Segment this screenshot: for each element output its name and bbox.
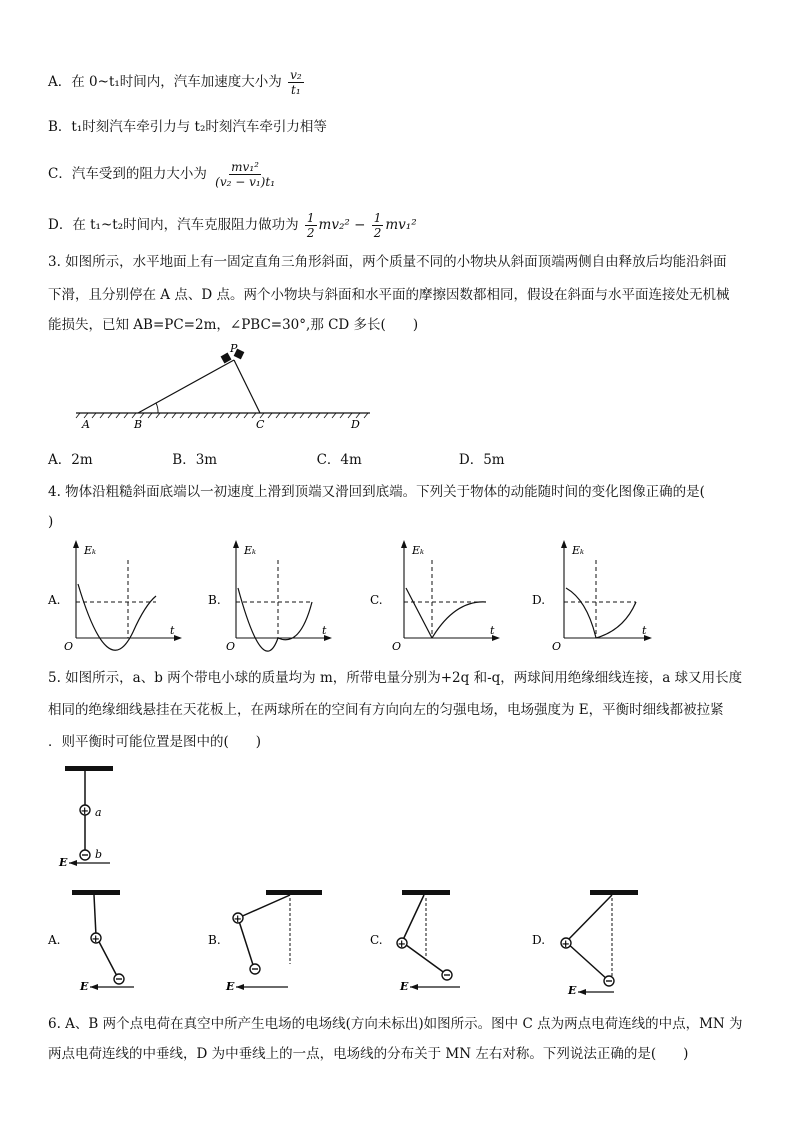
svg-text:Eₖ: Eₖ: [412, 544, 425, 557]
svg-text:O: O: [64, 640, 74, 653]
q5-opt-label-a: A.: [48, 933, 61, 947]
q5-stem-1: 5. 如图所示，a、b 两个带电小球的质量均为 m，所带电量分别为+2q 和-q，两球间用绝缘细线连接，a 球又用长度: [48, 670, 743, 686]
q4-graph-d: [532, 540, 672, 653]
svg-text:Eₖ: Eₖ: [244, 544, 257, 557]
q2-option-d: D．在 t₁~t₂时间内，汽车克服阻力做功为 $\frac{1}{2}$ mv₂² − $\frac{1}{2}$ mv₁²: [48, 211, 417, 240]
svg-text:+: +: [561, 939, 570, 950]
q2-a-fraction: $\frac{\text{v₂}}{\text{t₁}}$: [290, 68, 302, 97]
svg-text:+: +: [397, 939, 406, 950]
q4-stem-2: ): [48, 514, 54, 530]
q5-label-e: E: [59, 856, 68, 869]
svg-text:t: t: [642, 624, 647, 637]
q3-option-a: A．2m: [48, 452, 93, 468]
q3-label-a: A: [82, 418, 90, 431]
q5-option-a-figure: [48, 886, 198, 1001]
q4-graph-a: [48, 540, 188, 653]
q3-option-d: D．5m: [458, 452, 505, 468]
q5-reference-figure: [55, 762, 145, 872]
q2-d-half-2: $\frac{1}{2}$: [373, 211, 382, 240]
q3-label-p: P: [230, 342, 238, 355]
q2-option-c: C．汽车受到的阻力大小为 $\frac{\text{mv₁²}}{\text{(v₂ − v₁)t₁}}$: [48, 160, 275, 189]
q4-label-c: C.: [370, 593, 383, 607]
q2-d-half-1: $\frac{1}{2}$: [306, 211, 315, 240]
q4-label-d: D.: [532, 593, 546, 607]
svg-text:Eₖ: Eₖ: [84, 544, 97, 557]
q2-option-b: B．t₁时刻汽车牵引力与 t₂时刻汽车牵引力相等: [48, 119, 327, 135]
q5-stem-3: ．则平衡时可能位置是图中的( ): [48, 734, 262, 750]
q3-option-c: C．4m: [316, 452, 362, 468]
q3-incline-figure: [70, 340, 380, 435]
q3-stem-2: 下滑，且分别停在 A 点、D 点。两个小物块与斜面和水平面的摩擦因数都相同，假设在斜面与水平面连接处无机械: [48, 287, 730, 303]
q3-label-b: B: [134, 418, 143, 431]
q4-graph-b: [208, 540, 348, 653]
q6-stem-1: 6. A、B 两个点电荷在真空中所产生电场的电场线(方向未标出)如图所示。图中 C 点为两点电荷连线的中点，MN 为: [48, 1016, 743, 1032]
q5-opt-label-c: C.: [370, 933, 383, 947]
q5-opt-label-b: B.: [208, 933, 221, 947]
svg-text:t: t: [322, 624, 327, 637]
q5-option-b-figure: [208, 886, 358, 1001]
svg-text:O: O: [392, 640, 402, 653]
svg-text:O: O: [552, 640, 562, 653]
svg-text:t: t: [170, 624, 175, 637]
q5-label-b: b: [95, 848, 103, 861]
svg-text:t: t: [490, 624, 495, 637]
q4-label-b: B.: [208, 593, 221, 607]
q3-options: [48, 450, 505, 470]
q5-label-a: a: [95, 806, 102, 819]
svg-text:E: E: [568, 984, 577, 997]
q5-opt-label-d: D.: [532, 933, 546, 947]
q3-stem-1: 3. 如图所示，水平地面上有一固定直角三角形斜面，两个质量不同的小物块从斜面顶端两侧自由释放后均能沿斜面: [48, 254, 727, 270]
q4-label-a: A.: [48, 593, 61, 607]
q4-stem-1: 4. 物体沿粗糙斜面底端以一初速度上滑到顶端又滑回到底端。下列关于物体的动能随时间的变化图像正确的是(: [48, 484, 705, 500]
q3-label-d: D: [351, 418, 360, 431]
svg-text:O: O: [226, 640, 236, 653]
svg-text:Eₖ: Eₖ: [572, 544, 585, 557]
svg-text:E: E: [226, 980, 235, 993]
q6-stem-2: 两点电荷连线的中垂线，D 为中垂线上的一点，电场线的分布关于 MN 左右对称。下列说法正确的是( ): [48, 1046, 689, 1062]
q3-label-c: C: [256, 418, 265, 431]
svg-text:+: +: [91, 934, 100, 945]
svg-text:+: +: [233, 914, 242, 925]
svg-text:E: E: [400, 980, 409, 993]
q2-c-fraction: $\frac{\text{mv₁²}}{\text{(v₂ − v₁)t₁}}$: [215, 160, 275, 189]
svg-text:+: +: [80, 806, 89, 817]
svg-text:E: E: [80, 980, 89, 993]
q5-stem-2: 相同的绝缘细线悬挂在天花板上，在两球所在的空间有方向向左的匀强电场，电场强度为 E，平衡时细线都被拉紧: [48, 702, 724, 718]
q2-option-a: A．在 0~t₁时间内，汽车加速度大小为 $\frac{\text{v₂}}{\text{t₁}}$: [48, 68, 302, 97]
q3-option-b: B．3m: [172, 452, 218, 468]
q5-option-c-figure: [370, 886, 520, 1001]
q5-option-d-figure: [532, 886, 682, 1001]
q4-graph-c: [370, 540, 510, 653]
q3-stem-3: 能损失，已知 AB=PC=2m，∠PBC=30°,那 CD 多长( ): [48, 317, 419, 333]
